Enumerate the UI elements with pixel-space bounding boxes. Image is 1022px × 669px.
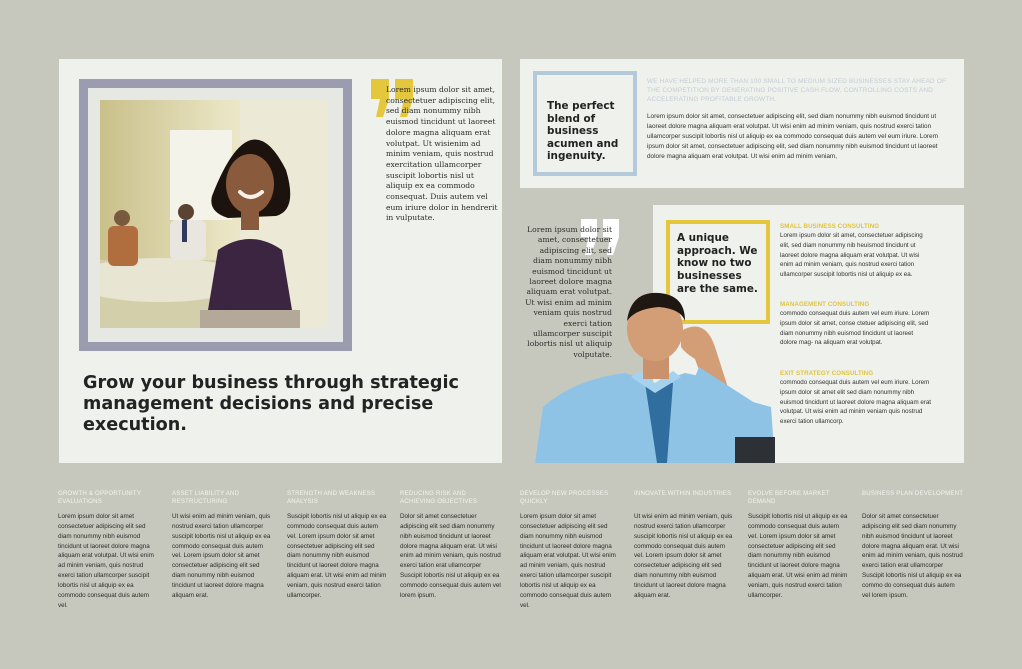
info-column <box>58 490 160 610</box>
service-title: SMALL BUSINESS CONSULTING <box>780 223 880 230</box>
pull-quote: Lorem ipsum dolor sit amet, consectetuer adipiscing elit, sed diam nonummy nibh euismod tincidunt ut laoreet dolore magna aliquam erat volutpat. Ut wisienim ad minim veniam, quis nostrud exercitation ullamcorper suscipit lobortis nisl ut aliquip ex ea commodo consequat. Duis autem vel eum iriure dolor in hendrerit in vulputate. <box>386 85 498 223</box>
tagline-box <box>533 71 637 176</box>
column-text: Lorem ipsum dolor sit amet consectetuer adipiscing elit sed diam nonummy nibh euismod tincidunt ut laoreet dolore magna aliquam erat volutpat. Ut wisi enim ad minim veniam, quis nostrud exerci tation ullamcorper suscipit lobortis nisl ut aliquip ex ea commodo consequat duis autem vel. <box>58 513 154 609</box>
pull-quote: Lorem ipsum dolor sit amet, consectetuer adipiscing elit, sed diam nonummy nibh euismod tincidunt ut laoreet dolore magna aliquam erat volutpat. Ut wisi enim ad minim veniam quis nostrud exerci tation ullamcorper suscipit lobortis nisl ut aliquip volputate. <box>525 225 612 359</box>
right-top-panel <box>520 59 964 188</box>
intro-heading: WE HAVE HELPED MORE THAN 100 SMALL TO MEDIUM SIZED BUSINESSES STAY AHEAD OF THE COMPETITION BY GENERATING POSITIVE CASH FLOW, CONTROLLING COSTS AND ACCELERATING PROFITABLE GROWTH. <box>647 78 947 104</box>
column-text: Dolor sit amet consectetuer adipiscing elit sed diam nonummy nibh euismod tincidunt ut laoreet dolore magna aliquam erat. Ut wisi enim ad minim veniam, quis nostrud exerci tation erat ullamcorper Suscipit lobortis nisl ut aliquip ex ea commo do consequat duis autem vel lorem ipsum. <box>862 513 963 599</box>
column-text: Lorem ipsum dolor sit amet consectetuer adipiscing elit sed diam nonummy nibh euismod tincidunt ut laoreet dolore magna aliquam erat volutpat. Ut wisi enim ad minim veniam, quis nostrud exerci tation ullamcorper suscipit lobortis nisl ut aliquip ex ea commodo consequat duis autem vel. <box>520 513 616 609</box>
tagline: The perfect blend of business acumen and ingenuity. <box>547 100 619 163</box>
service-item <box>780 300 932 348</box>
column-text: Suscipit lobortis nisl ut aliquip ex ea commodo consequat duis autem vel. Lorem ipsum dolor sit amet consectetuer adipiscing elit sed diam nonummy nibh euismod tincidunt ut laoreet dolore magna aliquam erat. Ut wisi enim ad minim veniam, quis nostrud exerci tation ullamcorper. <box>287 513 387 599</box>
approach-text: A unique approach. We know no two businesses are the same. <box>677 232 758 295</box>
column-title: REDUCING RISK AND ACHIEVING OBJECTIVES <box>400 490 478 506</box>
info-column <box>400 490 502 601</box>
column-text: Suscipit lobortis nisl ut aliquip ex ea commodo consequat duis autem vel. Lorem ipsum dolor sit amet consectetuer adipiscing elit sed diam nonummy nibh euismod tincidunt ut laoreet dolore magna aliquam erat. Ut wisi enim ad minim veniam, quis nostrud exerci tation ullamcorper. <box>748 513 848 599</box>
info-column <box>520 490 622 610</box>
service-text: commodo consequat duis autem vel eum iriure. Lorem ipsum dolor sit amet elit sed diam nonummy nibh euismod tincidunt ut laoreet dolore magna aliquam erat volutpat. Ut wisi enim ad minim veniam quis nostrud exerci tation ullamcorp. <box>780 379 931 426</box>
column-title: DEVELOP NEW PROCESSES QUICKLY <box>520 490 609 506</box>
info-column <box>862 490 964 601</box>
column-title: GROWTH & OPPORTUNITY EVALUATIONS <box>58 490 141 506</box>
businessman-photo <box>535 287 775 463</box>
column-title: ASSET LIABILITY AND RESTRUCTURING <box>172 490 240 506</box>
headline: Grow your business through strategic management decisions and precise execution. <box>83 373 459 435</box>
info-column <box>748 490 850 601</box>
service-item <box>780 369 932 427</box>
info-column <box>172 490 274 601</box>
service-text: Lorem ipsum dolor sit amet, consectetuer adipiscing elit, sed diam nonummy nib heuismod tincidunt ut laoreet dolore magna aliquam erat volutpat. Ut wisi enim ad minim veniam, quis nostrud exerci tation ullamcorper suscipit lobortis nisl ut aliquip ex ea. <box>780 232 923 279</box>
column-title: STRENGTH AND WEAKNESS ANALYSIS <box>287 490 376 506</box>
service-item <box>780 222 932 280</box>
column-text: Dolor sit amet consectetuer adipiscing elit sed diam nonummy nibh euismod tincidunt ut laoreet dolore magna aliquam erat. Ut wisi enim ad minim veniam, quis nostrud exerci tation erat ullamcorper Suscipit lobortis nisl ut aliquip ex ea commodo consequat duis autem vel lorem ipsum. <box>400 513 501 599</box>
column-title: BUSINESS PLAN DEVELOPMENT <box>862 490 964 497</box>
info-column <box>634 490 736 601</box>
column-text: Ut wisi enim ad minim veniam, quis nostrud exerci tation ullamcorper suscipit lobortis nisl ut aliquip ex ea commodo consequat duis autem vel. Lorem ipsum dolor sit amet consectetuer adipiscing elit sed diam nonummy nibh euismod tincidunt ut laoreet dolore magna aliquam erat. <box>634 513 733 599</box>
service-text: commodo consequat duis autem vel eum iriure. Lorem ipsum dolor sit amet, conse ctetuer adipiscing elit, sed diam nonummy nibh euismod tincidunt ut laoreet dolore mag- na aliquam erat volutpat. <box>780 310 930 347</box>
intro-body: Lorem ipsum dolor sit amet, consectetuer adipiscing elit, sed diam nonummy nibh euismod tincidunt ut laoreet dolore magna aliquam erat volutpat. Ut wisi enim ad minim veniam, quis nostrud exerci tation ullamcorper suscipit lobortis nisl ut aliquip ex ea commodo consequat duis autem vel eum iriure. Lorem ipsum dolor sit amet, consectetuer adipiscing elit, sed diam nonummy nibh euismod tincidunt ut laoreet dolore magna aliquam erat volutpat. Ut wisi enim ad minim veniam, <box>647 113 938 161</box>
service-title: EXIT STRATEGY CONSULTING <box>780 370 874 377</box>
column-text: Ut wisi enim ad minim veniam, quis nostrud exerci tation ullamcorper suscipit lobortis nisl ut aliquip ex ea commodo consequat duis autem vel. Lorem ipsum dolor sit amet consectetuer adipiscing elit sed diam nonummy nibh euismod tincidunt ut laoreet dolore magna aliquam erat. <box>172 513 271 599</box>
service-title: MANAGEMENT CONSULTING <box>780 301 870 308</box>
businesswoman-photo <box>100 100 328 328</box>
info-column <box>287 490 389 601</box>
column-title: EVOLVE BEFORE MARKET DEMAND <box>748 490 830 506</box>
left-panel <box>59 59 502 463</box>
column-title: INNOVATE WITHIN INDUSTRIES <box>634 490 732 497</box>
photo-mat <box>88 88 343 342</box>
photo-frame <box>79 79 352 351</box>
